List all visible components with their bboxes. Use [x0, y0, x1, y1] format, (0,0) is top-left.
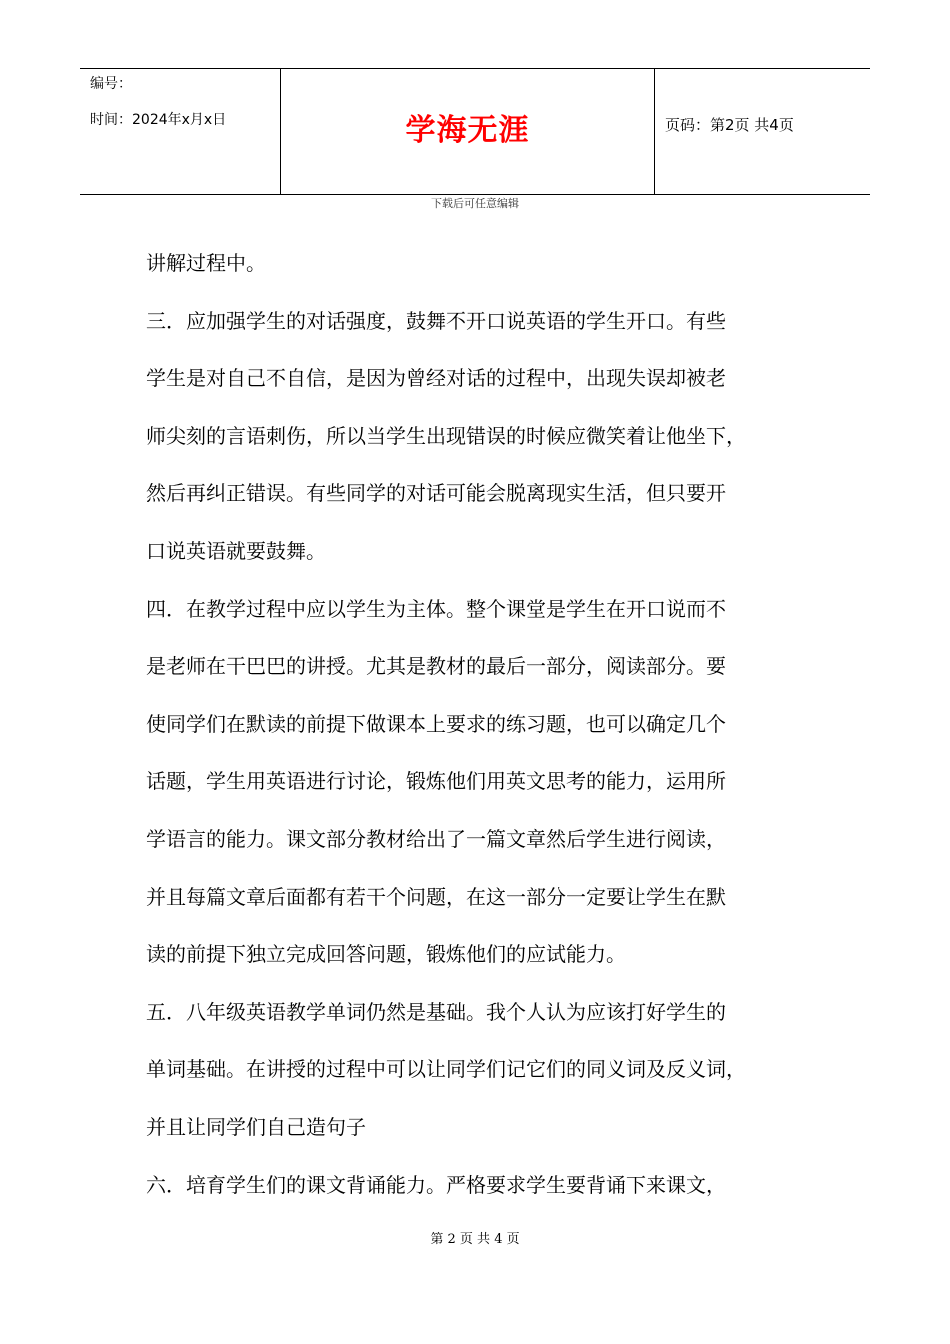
- body-line: 然后再纠正错误。有些同学的对话可能会脱离现实生活，但只要开: [146, 481, 726, 506]
- body-line: 三．应加强学生的对话强度，鼓舞不开口说英语的学生开口。有些: [146, 308, 726, 333]
- body-line: 口说英语就要鼓舞。: [146, 538, 326, 563]
- body-line: 六．培育学生们的课文背诵能力。严格要求学生要背诵下来课文，: [146, 1172, 726, 1197]
- document-body: [146, 235, 826, 1214]
- header-info-cell: [80, 69, 281, 194]
- body-line: 讲解过程中。: [146, 251, 266, 275]
- editable-note: 下载后可任意编辑: [431, 197, 519, 210]
- body-line: 五．八年级英语教学单词仍然是基础。我个人认为应该打好学生的: [146, 999, 726, 1024]
- body-line: 读的前提下独立完成回答问题，锻炼他们的应试能力。: [146, 942, 626, 967]
- body-line: 是老师在干巴巴的讲授。尤其是教材的最后一部分，阅读部分。要: [146, 654, 726, 679]
- document-title: 学海无涯: [405, 113, 530, 148]
- body-line: 单词基础。在讲授的过程中可以让同学们记它们的同义词及反义词，: [146, 1057, 746, 1082]
- header-title-cell: [281, 69, 655, 194]
- body-line: 学语言的能力。课文部分教材给出了一篇文章然后学生进行阅读，: [146, 826, 726, 851]
- body-line: 学生是对自己不自信，是因为曾经对话的过程中，出现失误却被老: [146, 366, 726, 391]
- header-page-cell: [655, 69, 870, 194]
- body-line: 师尖刻的言语刺伤，所以当学生出现错误的时候应微笑着让他坐下，: [146, 423, 746, 448]
- page-footer: 第 2 页 共 4 页: [430, 1232, 520, 1247]
- body-line: 四．在教学过程中应以学生为主体。整个课堂是学生在开口说而不: [146, 596, 726, 621]
- document-time-label: 时间：2024年x月x日: [90, 112, 227, 128]
- body-line: 并且让同学们自己造句子: [146, 1114, 366, 1139]
- header-page-number: 页码：第2页 共4页: [665, 116, 794, 134]
- document-code-label: 编号：: [90, 76, 132, 92]
- body-line: 使同学们在默读的前提下做课本上要求的练习题，也可以确定几个: [146, 711, 726, 736]
- body-line: 并且每篇文章后面都有若干个问题，在这一部分一定要让学生在默: [146, 884, 726, 909]
- document-header: [80, 68, 870, 195]
- body-line: 话题，学生用英语进行讨论，锻炼他们用英文思考的能力，运用所: [146, 769, 726, 794]
